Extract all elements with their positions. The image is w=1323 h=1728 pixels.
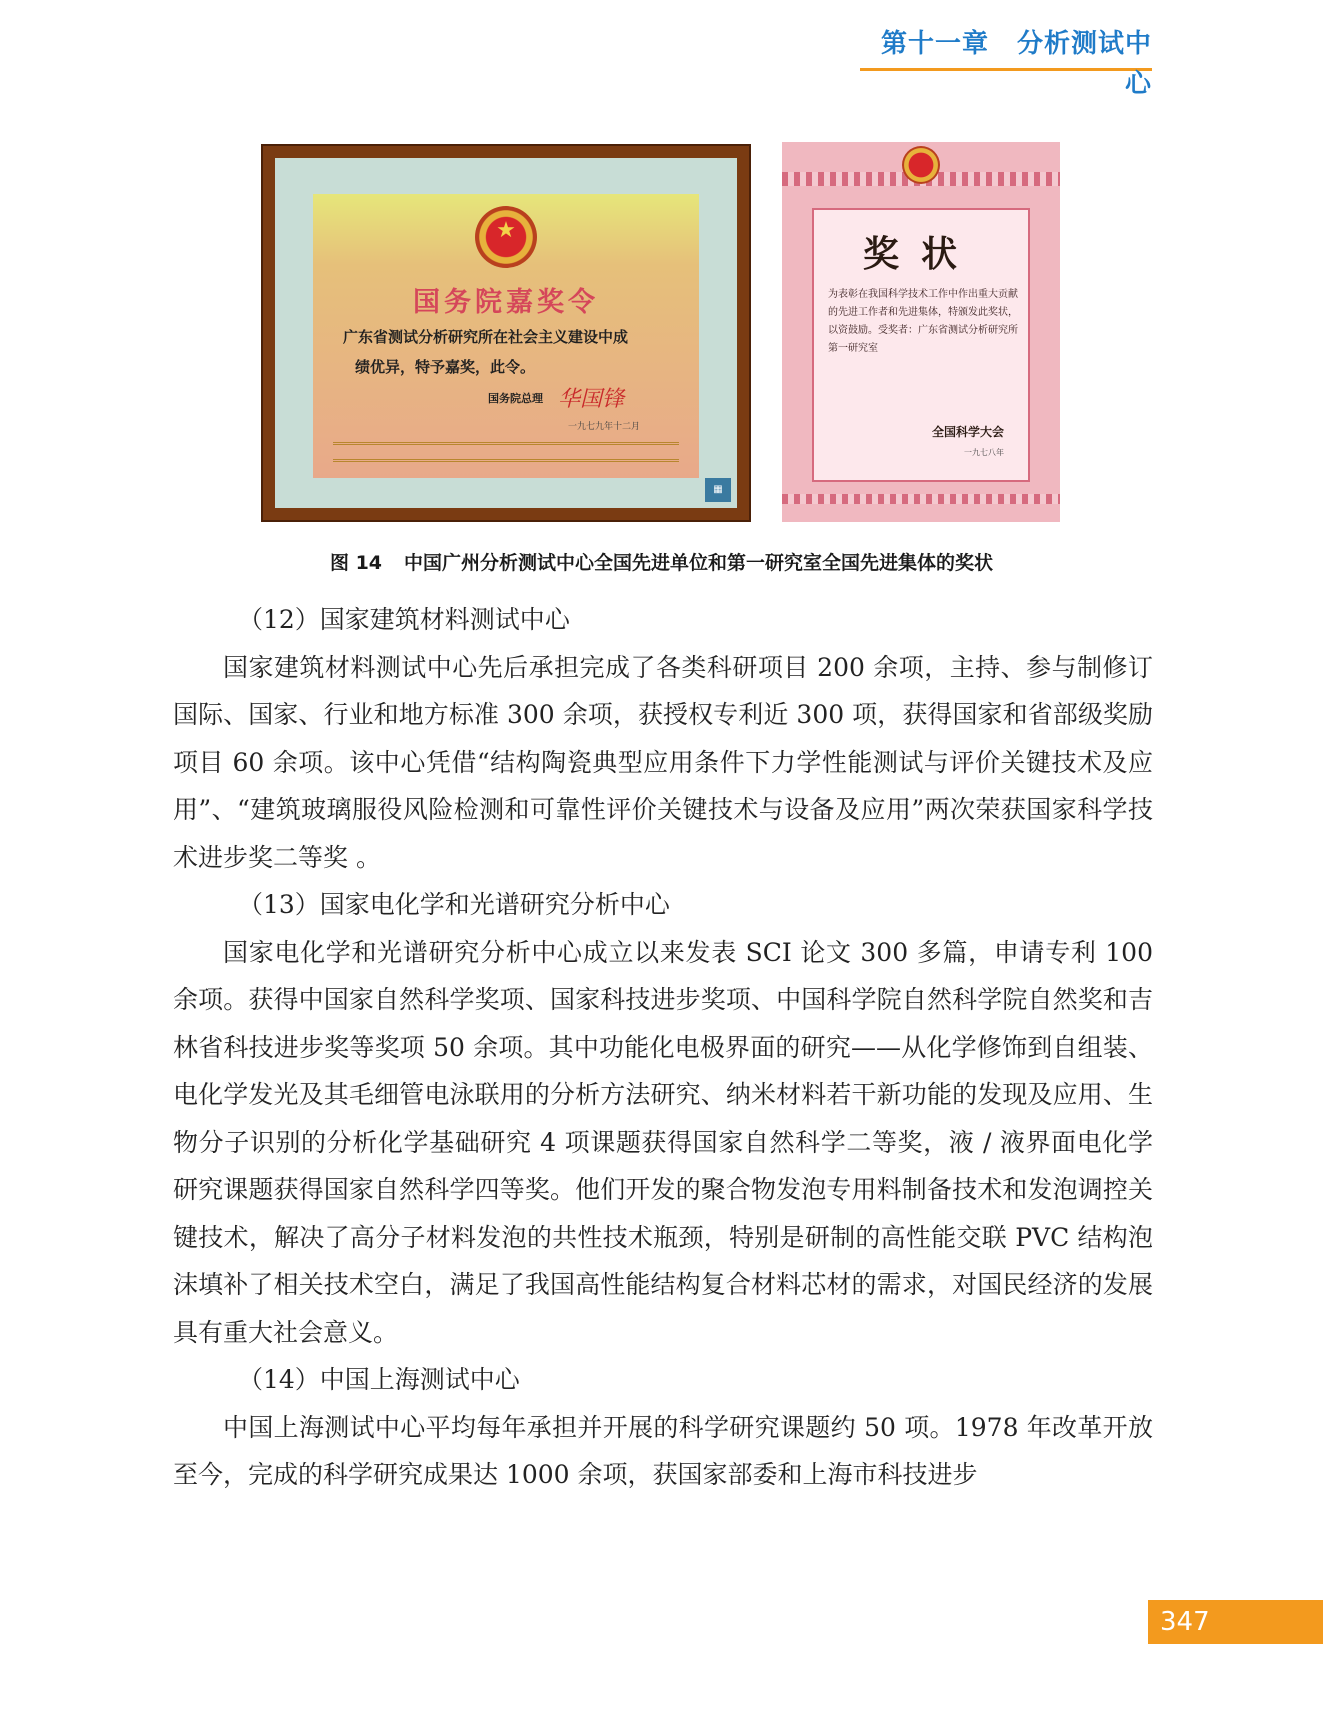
figure-number: 图 14 <box>329 552 383 574</box>
cert1-line2: 绩优异，特予嘉奖，此令。 <box>355 358 536 376</box>
figure-caption <box>175 548 1148 575</box>
section-heading-14: （14）中国上海测试中心 <box>238 1365 520 1394</box>
certificate-award <box>782 142 1060 522</box>
cert1-date: 一九七九年十二月 <box>568 422 641 432</box>
cert1-signature: 华国锋 <box>558 387 625 412</box>
decorative-band-bottom <box>782 494 1060 504</box>
museum-logo-icon: ▦ <box>705 478 731 502</box>
cert2-inner <box>812 208 1030 482</box>
decorative-border <box>333 442 679 462</box>
body-text <box>173 596 1153 1499</box>
national-emblem-small-icon <box>902 146 940 184</box>
cert2-date: 一九七八年 <box>964 448 1004 457</box>
chapter-title: 分析测试中心 <box>1016 29 1152 99</box>
section-heading-13: （13）国家电化学和光谱研究分析中心 <box>238 890 670 919</box>
cert1-title: 国务院嘉奖令 <box>413 287 599 318</box>
paragraph-14: 中国上海测试中心平均每年承担并开展的科学研究课题约 50 项。1978 年改革开放至今，完成的科学研究成果达 1000 余项，获国家部委和上海市科技进步 <box>173 1412 1153 1489</box>
cert1-signer: 国务院总理 <box>488 392 543 405</box>
chapter-number: 第十一章 <box>880 29 989 59</box>
certificate-state-council-frame <box>261 144 751 522</box>
cert2-body: 为表彰在我国科学技术工作中作出重大贡献的先进工作者和先进集体，特颁发此奖状，以资鼓励。受奖者：广东省测试分析研究所第一研究室 <box>828 289 1018 354</box>
section-heading-12: （12）国家建筑材料测试中心 <box>238 605 570 634</box>
cert2-title: 奖状 <box>862 233 979 275</box>
certificate-mat <box>275 158 737 508</box>
chapter-header <box>860 24 1152 99</box>
national-emblem-icon: ★ <box>475 206 537 268</box>
cert1-line1: 广东省测试分析研究所在社会主义建设中成 <box>343 328 629 346</box>
figure-caption-text: 中国广州分析测试中心全国先进单位和第一研究室全国先进集体的奖状 <box>404 552 994 574</box>
certificate-paper <box>313 194 699 478</box>
paragraph-12: 国家建筑材料测试中心先后承担完成了各类科研项目 200 余项，主持、参与制修订国际、国家、行业和地方标准 300 余项，获授权专利近 300 项，获得国家和省部级奖励项目 60 余项。该中心凭借“结构陶瓷典型应用条件下力学性能测试与评价关键技术及应用”、“建筑玻璃服役风险检测和可靠性评价关键技术与设备及应用”两次荣获国家科学技术进步奖二等奖 。 <box>173 652 1153 872</box>
paragraph-13: 国家电化学和光谱研究分析中心成立以来发表 SCI 论文 300 多篇，申请专利 100 余项。获得中国家自然科学奖项、国家科技进步奖项、中国科学院自然科学院自然奖和吉林省科技进步奖等奖项 50 余项。其中功能化电极界面的研究——从化学修饰到自组装、电化学发光及其毛细管电泳联用的分析方法研究、纳米材料若干新功能的发现及应用、生物分子识别的分析化学基础研究 4 项课题获得国家自然科学二等奖，液 / 液界面电化学研究课题获得国家自然科学四等奖。他们开发的聚合物发泡专用料制备技术和发泡调控关键技术，解决了高分子材料发泡的共性技术瓶颈，特别是研制的高性能交联 PVC 结构泡沫填补了相关技术空白，满足了我国高性能结构复合材料芯材的需求，对国民经济的发展具有重大社会意义。 <box>173 937 1153 1347</box>
page-number: 347 <box>1148 1600 1323 1644</box>
cert2-issuer: 全国科学大会 <box>931 425 1004 439</box>
